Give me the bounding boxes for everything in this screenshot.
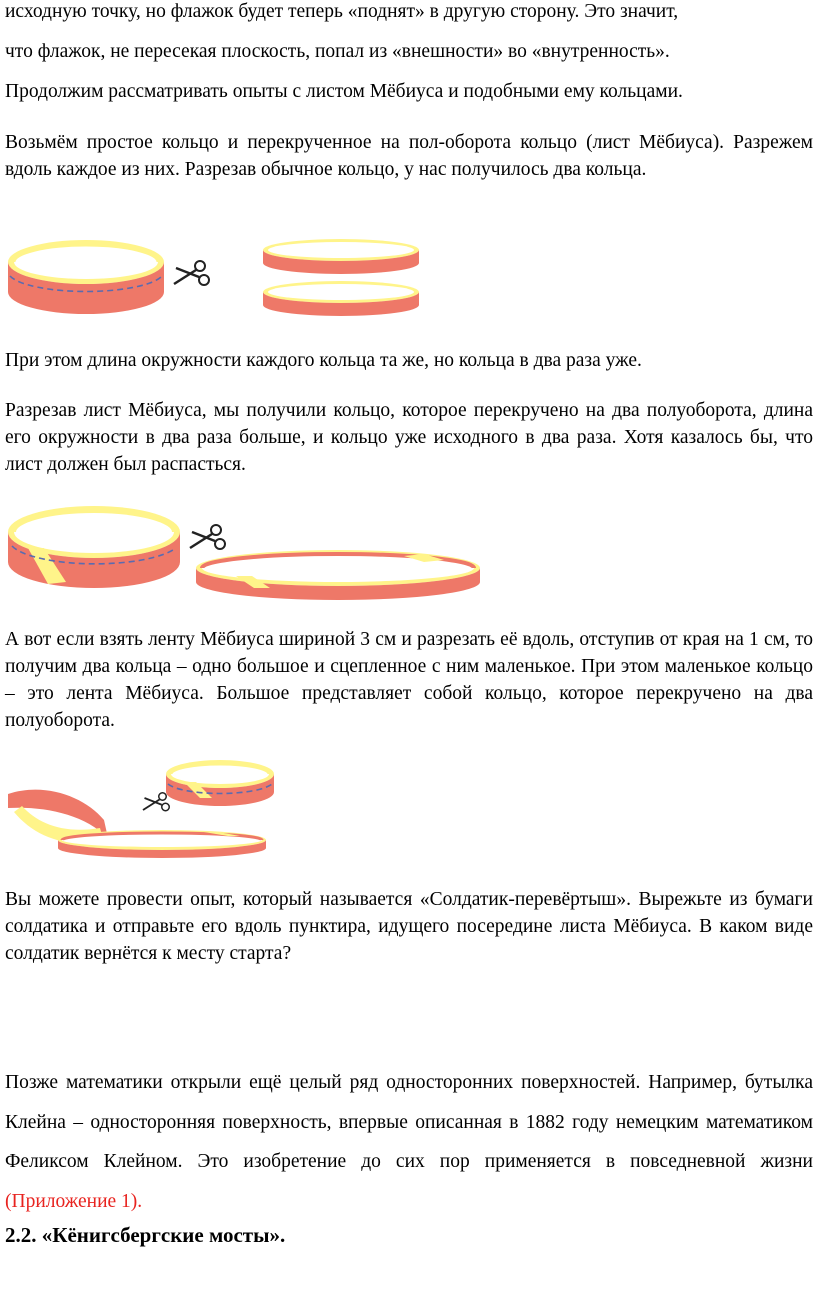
section-heading: 2.2. «Кёнигсбергские мосты». bbox=[5, 1223, 286, 1247]
paragraph-2: Возьмём простое кольцо и перекрученное на пол-оборота кольцо (лист Мёбиуса). Разрежем вдоль каждое из них. Разрезав обычное кольцо, у нас получилось два кольца. bbox=[5, 132, 813, 180]
scissors-icon bbox=[143, 793, 169, 811]
paragraph-4: Разрезав лист Мёбиуса, мы получили кольцо, которое перекручено на два полуоборота, длина его окружности в два раза больше, и кольцо уже исходного в два раза. Хотя казалось бы, что лист должен был распасться. bbox=[5, 400, 813, 475]
paragraph-7 bbox=[5, 1063, 813, 1221]
appendix-link[interactable]: (Приложение 1). bbox=[5, 1190, 143, 1212]
result-ring-bottom bbox=[263, 281, 419, 316]
scissors-icon bbox=[174, 261, 209, 285]
paragraph-6: Вы можете провести опыт, который называется «Солдатик-перевёртыш». Вырежьте из бумаги солдатика и отправьте его вдоль пунктира, идущего посередине листа Мёбиуса. В каком виде солдатик вернётся к месту старта? bbox=[5, 889, 813, 964]
figure-mobius-cut bbox=[4, 496, 484, 606]
scissors-icon bbox=[190, 525, 225, 549]
figure-simple-ring-cut bbox=[4, 230, 424, 330]
long-twisted-ring bbox=[196, 550, 480, 600]
figure-linked-rings bbox=[4, 752, 284, 862]
small-mobius-ring bbox=[166, 760, 274, 806]
mobius-strip bbox=[8, 506, 180, 588]
paragraph-7-text: Позже математики открыли ещё целый ряд односторонних поверхностей. Например, бутылка Клейна – односторонняя поверхность, впервые описанная в 1882 году немецким математиком Феликсом Клейном. Это изобретение до сих пор применяется в повседневной жизни bbox=[5, 1072, 813, 1172]
paragraph-1-line-1: исходную точку, но флажок будет теперь «поднят» в другую сторону. Это значит, bbox=[5, 1, 679, 22]
result-ring-top bbox=[263, 239, 419, 274]
paragraph-5: А вот если взять ленту Мёбиуса шириной 3 см и разрезать её вдоль, отступив от края на 1 см, то получим два кольца – одно большое и сцепленное с ним маленькое. При этом маленькое кольцо – это лента Мёбиуса. Большое представляет собой кольцо, которое перекручено на два полуоборота. bbox=[5, 629, 813, 731]
paragraph-1-line-3: Продолжим рассматривать опыты с листом Мёбиуса и подобными ему кольцами. bbox=[5, 81, 683, 102]
simple-ring bbox=[8, 240, 164, 314]
paragraph-3: При этом длина окружности каждого кольца та же, но кольца в два раза уже. bbox=[5, 350, 642, 371]
paragraph-1-line-2: что флажок, не пересекая плоскость, попал из «внешности» во «внутренность». bbox=[5, 41, 670, 62]
